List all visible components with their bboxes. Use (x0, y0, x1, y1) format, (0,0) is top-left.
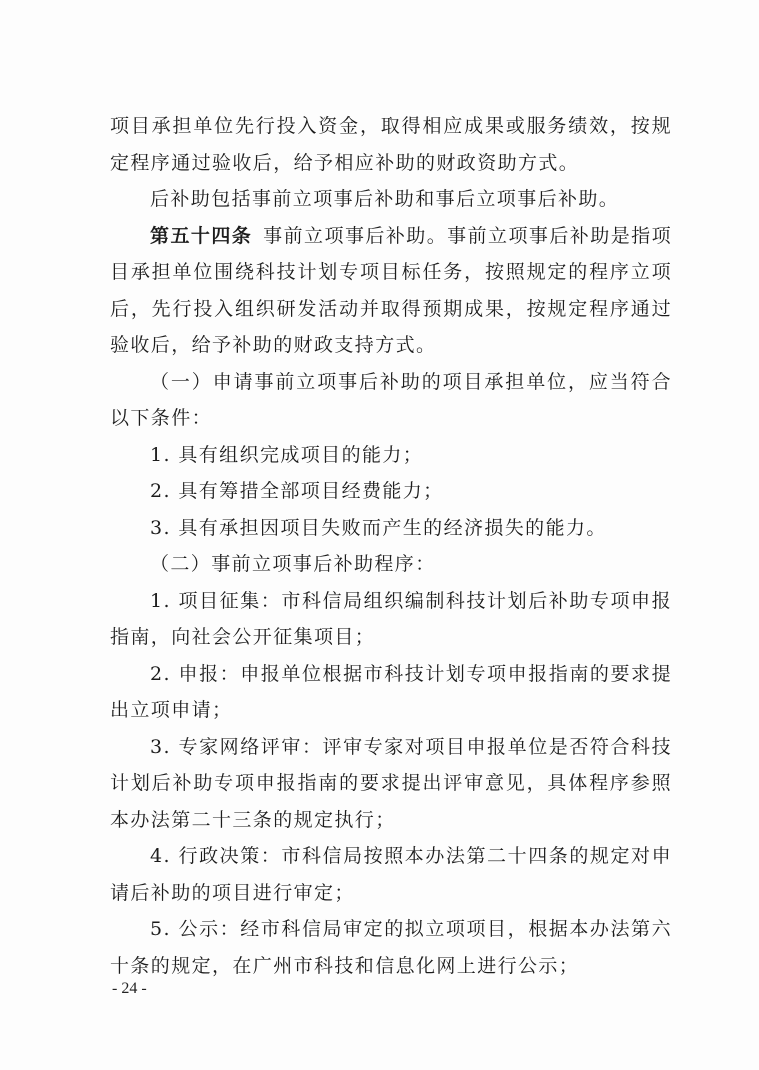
paragraph-article-54 (110, 218, 672, 364)
article-heading: 第五十四条 (150, 224, 253, 247)
article-text: 事前立项事后补助。事前立项事后补助是指项目承担单位围绕科技计划专项目标任务，按照规定的程序立项后，先行投入组织研发活动并取得预期成果，按规定程序通过验收后，给予补助的财政支持方式。 (110, 224, 672, 356)
list-item-procedure-3: 3. 专家网络评审：评审专家对项目申报单位是否符合科技计划后补助专项申报指南的要求提出评审意见，具体程序参照本办法第二十三条的规定执行； (110, 735, 672, 831)
list-item-procedure-4: 4. 行政决策：市科信局按照本办法第二十四条的规定对申请后补助的项目进行审定； (110, 845, 672, 904)
page-number: - 24 - (112, 980, 147, 997)
page-body (110, 108, 672, 984)
paragraph-procedure-intro: （二）事前立项事后补助程序： (150, 553, 436, 575)
paragraph-post-subsidy-types: 后补助包括事前立项事后补助和事后立项事后补助。 (150, 188, 620, 210)
paragraph-continuation: 项目承担单位先行投入资金，取得相应成果或服务绩效，按规定程序通过验收后，给予相应补助的财政资助方式。 (110, 115, 672, 174)
list-item-condition-1: 1. 具有组织完成项目的能力； (150, 443, 424, 466)
list-item-procedure-5: 5. 公示：经市科信局审定的拟立项项目，根据本办法第六十条的规定，在广州市科技和信息化网上进行公示； (110, 918, 672, 977)
list-item-condition-3: 3. 具有承担因项目失败而产生的经济损失的能力。 (150, 516, 607, 539)
paragraph-conditions-intro: （一）申请事前立项事后补助的项目承担单位，应当符合以下条件： (110, 370, 672, 429)
list-item-procedure-2: 2. 申报：申报单位根据市科技计划专项申报指南的要求提出立项申请； (110, 662, 672, 721)
list-item-procedure-1: 1. 项目征集：市科信局组织编制科技计划后补助专项申报指南，向社会公开征集项目； (110, 589, 672, 648)
list-item-condition-2: 2. 具有筹措全部项目经费能力； (150, 480, 444, 502)
